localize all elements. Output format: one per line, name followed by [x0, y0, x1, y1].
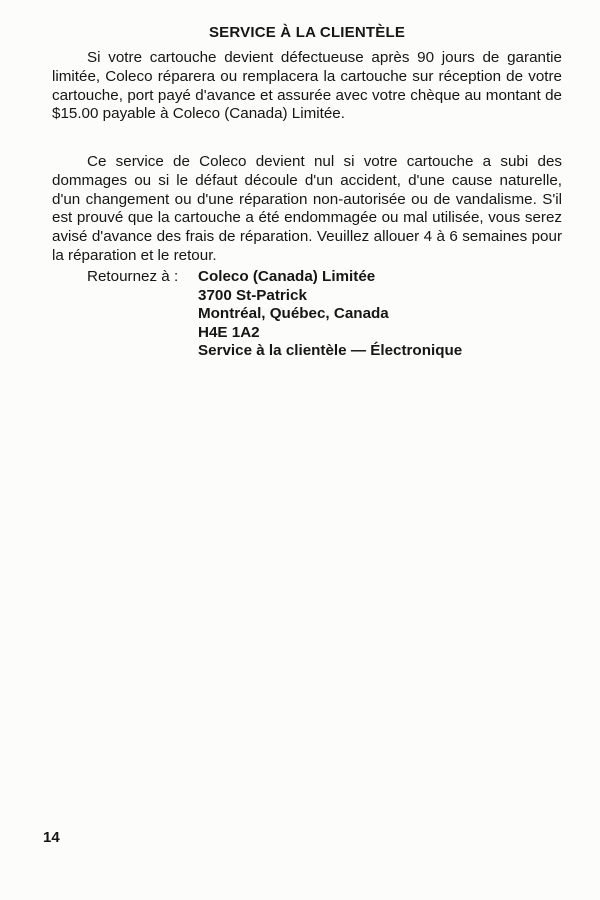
section-heading: SERVICE À LA CLIENTÈLE — [208, 24, 406, 41]
address-line-company: Coleco (Canada) Limitée — [198, 268, 376, 285]
address-line-city: Montréal, Québec, Canada — [198, 305, 389, 323]
paragraph-warranty-repair: Si votre cartouche devient défectueuse après 90 jours de garantie limitée, Coleco réparera ou remplacera la cartouche sur réception de votre cartouche, port payé d'avance et assurée avec votre chèque au montant de $15.00 payable à Coleco (Canada) Limitée. — [52, 49, 562, 123]
address-lines — [198, 268, 462, 361]
paragraph-service-conditions: Ce service de Coleco devient nul si votre cartouche a subi des dommages ou si le défaut découle d'un accident, d'une cause naturelle, d'un changement ou d'une réparation non-autorisée ou de vandalisme. S'il est prouvé que la cartouche a été endommagée ou mal utilisée, vous serez avisé d'avance des frais de réparation. Veuillez allouer 4 à 6 semaines pour la réparation et le retour. — [52, 153, 562, 264]
address-line-department: Service à la clientèle — Électronique — [198, 342, 463, 360]
page-number: 14 — [43, 829, 60, 846]
address-line-postal-code: H4E 1A2 — [198, 323, 260, 341]
address-line-street: 3700 St-Patrick — [198, 286, 307, 304]
return-label: Retournez à : — [87, 268, 179, 285]
